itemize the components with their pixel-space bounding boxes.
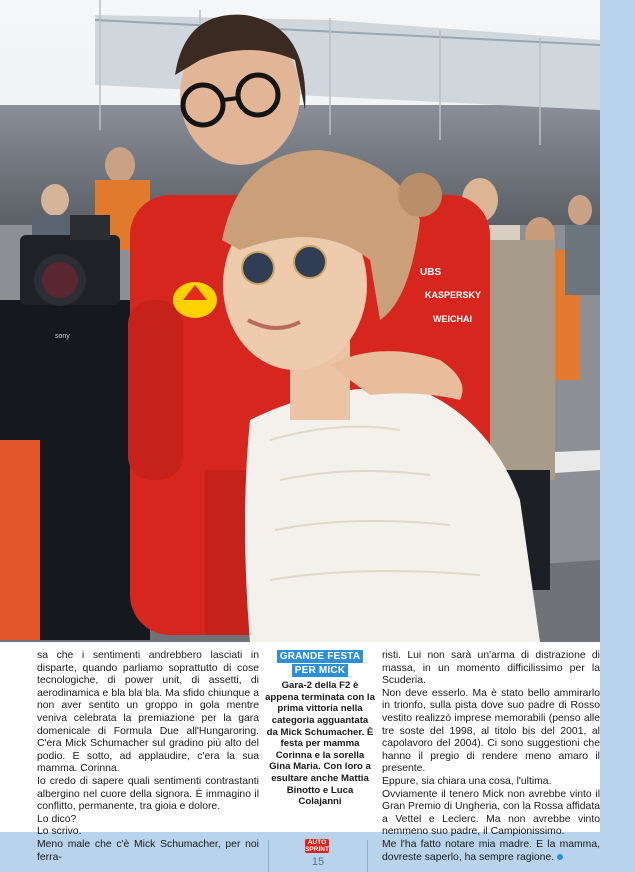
closing-sentence: Me l'ha fatto notare mia madre. E la mamma, dovreste saperlo, ha sempre ragione. — [382, 838, 600, 863]
shirt-text-2: KASPERSKY — [425, 290, 482, 300]
paragraph — [382, 839, 600, 864]
photo-caption — [265, 650, 375, 808]
paragraph: risti. Lui non sarà un'arma di distrazione di massa, in un momento difficilissimo per la Scuderia. — [382, 650, 600, 687]
paragraph: Lo scrivo. — [37, 826, 82, 838]
camera-brand-text: sony — [55, 333, 70, 340]
paragraph: Ovviamente il tenero Mick non avrebbe vinto il Gran Premio di Ungheria, con la Rossa affidata a Vettel e Leclerc. Ma non avrebbe vinto nemmeno suo padre, il Campionissimo. — [382, 788, 600, 838]
caption-text: Gara-2 della F2 è appena terminata con la prima vittoria nella categoria agguantata da Mick Schumacher. È festa per mamma Corinna e la sorella Gina Maria. Con loro a esultare anche Mattia Binotto e Luca Colajanni — [265, 680, 375, 808]
caption-tag-line2: PER MICK — [292, 664, 349, 677]
paragraph: Meno male che c'è Mick Schumacher, per noi ferra- — [37, 838, 259, 863]
end-mark-icon — [557, 854, 563, 860]
paragraph: Eppure, sia chiara una cosa, l'ultima. — [382, 775, 552, 787]
article-column-left — [37, 650, 259, 864]
paragraph: Lo dico? — [37, 813, 77, 825]
paragraph: Io credo di sapere quali sentimenti contrastanti albergino nel cuore della signora. È immagino il conflitto, permanente, tra gioia e dolore. — [37, 775, 259, 813]
footer-divider — [268, 840, 269, 872]
right-margin-strip — [600, 0, 635, 872]
shirt-text-3: WEICHAI — [433, 314, 472, 324]
paragraph: Non deve esserlo. Ma è stato bello ammirarlo in trionfo, sulla pista dove suo padre di Rosso vestito realizzò imprese memorabili (penso alle tre soste del 1998, al titolo bis del 2001, al capolavoro del 2004). Ci sono suggestioni che hanno il pregio di rendere meno amaro il presente. — [382, 687, 600, 775]
paragraph: sa che i sentimenti andrebbero lasciati in disparte, quando parliamo soprattutto di cose tecnologiche, di power unit, di assetti, di aerodinamica e bla bla bla. Ma sfido chiunque a non aver sentito un groppo in gola mentre veniva celebrata la premiazione per la gara domenicale di Formula Due all'Hungaroring. C'era Mick Schumacher sul gradino più alto del podio. E sotto, ad applaudire, c'era la sua mamma. Corinna. — [37, 650, 259, 775]
caption-tag-line1: GRANDE FESTA — [277, 650, 364, 663]
shirt-text-1: UBS — [420, 267, 442, 278]
autosprint-logo — [305, 839, 329, 853]
caption-tag — [265, 650, 375, 677]
logo-line2: SPRINT — [305, 846, 329, 853]
logo-line1: AUTO — [307, 839, 327, 846]
article-column-right — [382, 650, 600, 864]
footer-divider — [367, 840, 368, 872]
page-number: 15 — [311, 856, 325, 868]
